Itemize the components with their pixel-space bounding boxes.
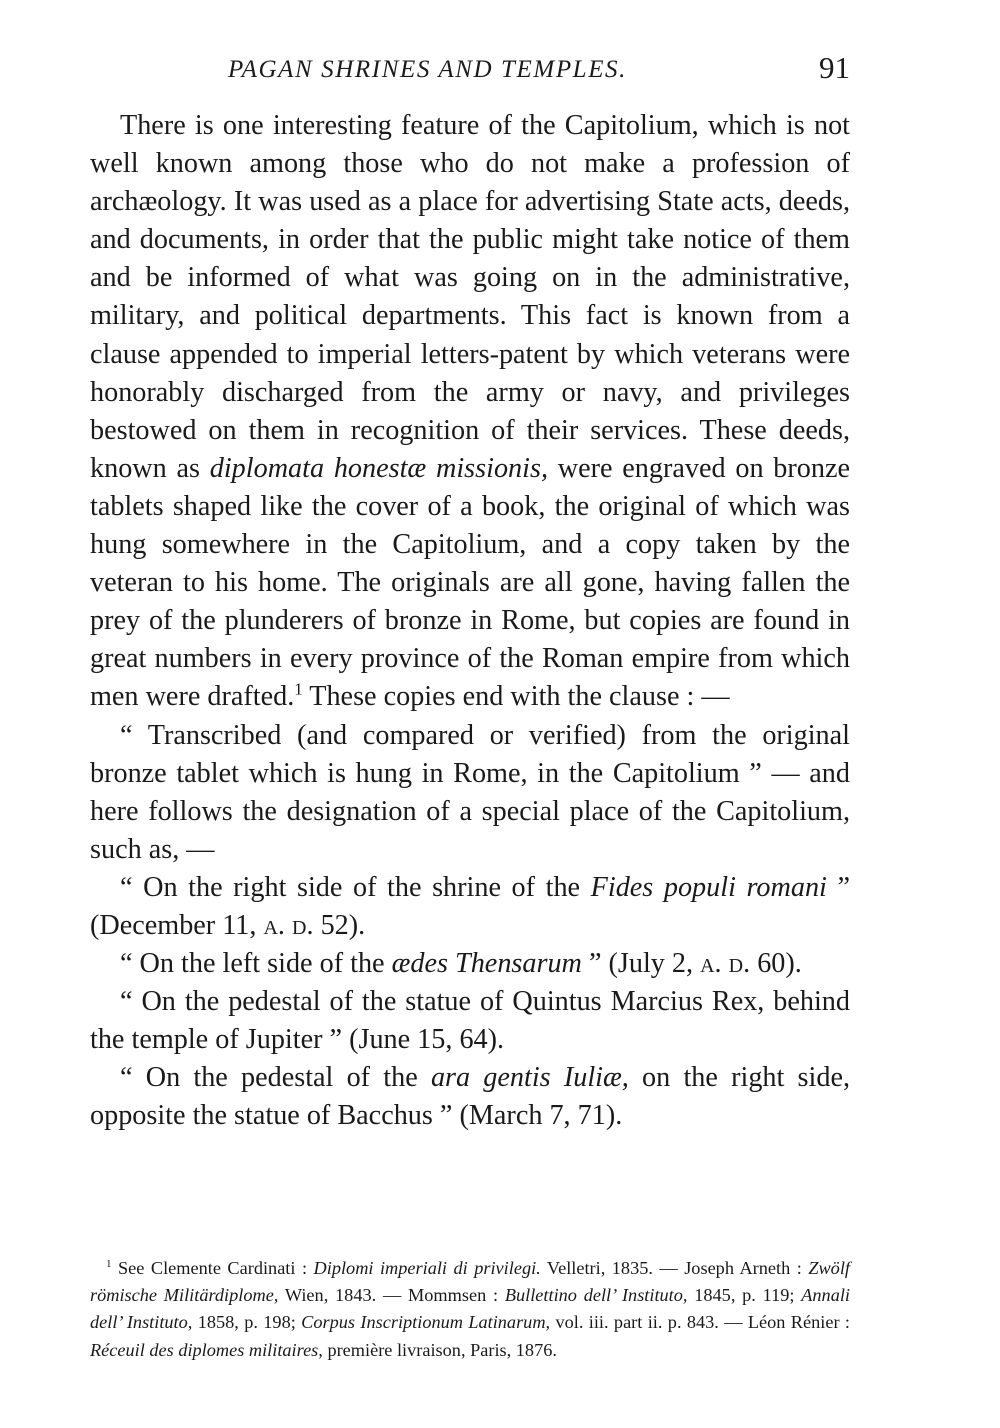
italic-term: ædes Thensarum	[391, 948, 582, 980]
footnote-1: $^1$ See Clemente Cardinati : Diplomi imperiali di privilegi. Velletri, 1835. — Joseph Arneth : Zwölf römische Militärdiplome, Wien, 1843. — Mommsen : Bullettino dell’ Instituto, 1845, p. 119; Annali dell’ Instituto, 1858, p. 198; Corpus Inscriptionum Latinarum, vol. iii. part ii. p. 843. — Léon Rénier : Réceuil des diplomes militaires, première livraison, Paris, 1876.	[90, 1257, 850, 1360]
paragraph-aedes-thensarum: “ On the left side of the ædes Thensarum ” (July 2, a. d. 60).	[120, 948, 802, 980]
era-abbreviation: a. d.	[700, 948, 751, 980]
italic-term: diplomata honestæ missionis,	[209, 452, 548, 484]
footnote-marker: 1	[106, 1257, 112, 1270]
paragraph-fides-populi-romani: “ On the right side of the shrine of the Fides populi romani ” (December 11, a. d. 52).	[90, 871, 850, 941]
running-title: PAGAN SHRINES AND TEMPLES.	[228, 56, 628, 83]
page-header	[90, 50, 850, 90]
page-number: 91	[819, 50, 850, 85]
paragraph-capitolium: There is one interesting feature of the Capitolium, which is not well known among those who do not make a profession of archæology. It was used as a place for advertising State acts, deeds, and documents, in order that the public might take notice of them and be informed of what was going on in the administrative, military, and political departments. This fact is known from a clause appended to imperial letters-patent by which veterans were honorably discharged from the army or navy, and privileges bestowed on them in recognition of their services. These deeds, known as diplomata honestæ missionis, were engraved on bronze tablets shaped like the cover of a book, the original of which was hung somewhere in the Capitolium, and a copy taken by the veteran to his home. The originals are all gone, having fallen the prey of the plunderers of bronze in Rome, but copies are found in great numbers in every province of the Roman empire from which men were drafted.$^1$ These copies end with the clause : —	[90, 110, 850, 713]
footnotes	[90, 1255, 850, 1364]
era-abbreviation: a. d.	[263, 909, 314, 941]
italic-term: Fides populi romani	[590, 871, 827, 903]
paragraph-ara-gentis-iuliae: “ On the pedestal of the ara gentis Iuliæ, on the right side, opposite the statue of Bacchus ” (March 7, 71).	[90, 1062, 850, 1132]
footnote-reference: 1	[294, 680, 303, 700]
paragraph-quintus-marcius-rex: “ On the pedestal of the statue of Quintus Marcius Rex, behind the temple of Jupiter ” (June 15, 64).	[90, 986, 850, 1056]
italic-term: ara gentis Iuliæ,	[430, 1062, 629, 1094]
main-text	[90, 107, 850, 1136]
paragraph-transcribed-clause: “ Transcribed (and compared or verified) from the original bronze tablet which is hung in Rome, in the Capitolium ” — and here follows the designation of a special place of the Capitolium, such as, —	[90, 719, 850, 865]
